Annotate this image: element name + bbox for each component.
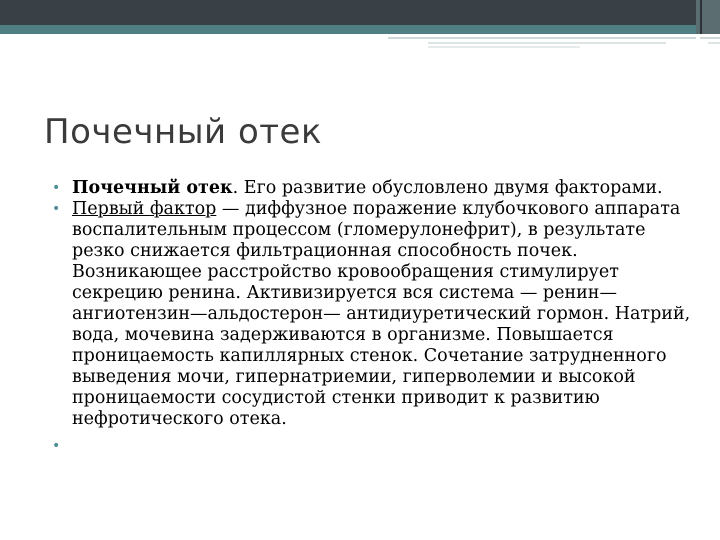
decorative-line [428, 46, 580, 48]
bullet-item-empty [52, 436, 692, 457]
top-band-teal [0, 25, 696, 34]
decorative-line [708, 42, 720, 44]
underlined-term: Первый фактор [72, 199, 217, 219]
top-band-dark [0, 0, 696, 25]
bullet-item [52, 199, 692, 430]
bold-term: Почечный отек [72, 178, 233, 198]
bullet-icon: • [52, 180, 61, 196]
top-band-corner-divider [700, 0, 702, 34]
decorative-line [428, 42, 666, 44]
slide-title: Почечный отек [44, 112, 323, 152]
bullet-list [52, 178, 692, 457]
decorative-line [700, 37, 720, 39]
decorative-line [388, 37, 696, 39]
bullet-icon: • [52, 201, 61, 217]
bullet-text: — диффузное поражение клубочкового аппарата воспалительным процессом (гломерулонефрит), в результате резко снижается фильтрационная способность почек. Возникающее расстройство кровообращения стимулирует секрецию ренина. Активизируется вся система — ренин—ангиотензин—альдостерон— антидиуретический гормон. Натрий, вода, мочевина задерживаются в организме. Повышается проницаемость капиллярных стенок. Сочетание затрудненного выведения мочи, гипернатриемии, гиперволемии и высокой проницаемости сосудистой стенки приводит к развитию нефротического отека. [72, 199, 691, 429]
bullet-text: . Его развитие обусловлено двумя факторами. [232, 178, 663, 198]
bullet-item [52, 178, 692, 199]
bullet-icon: • [52, 438, 61, 454]
